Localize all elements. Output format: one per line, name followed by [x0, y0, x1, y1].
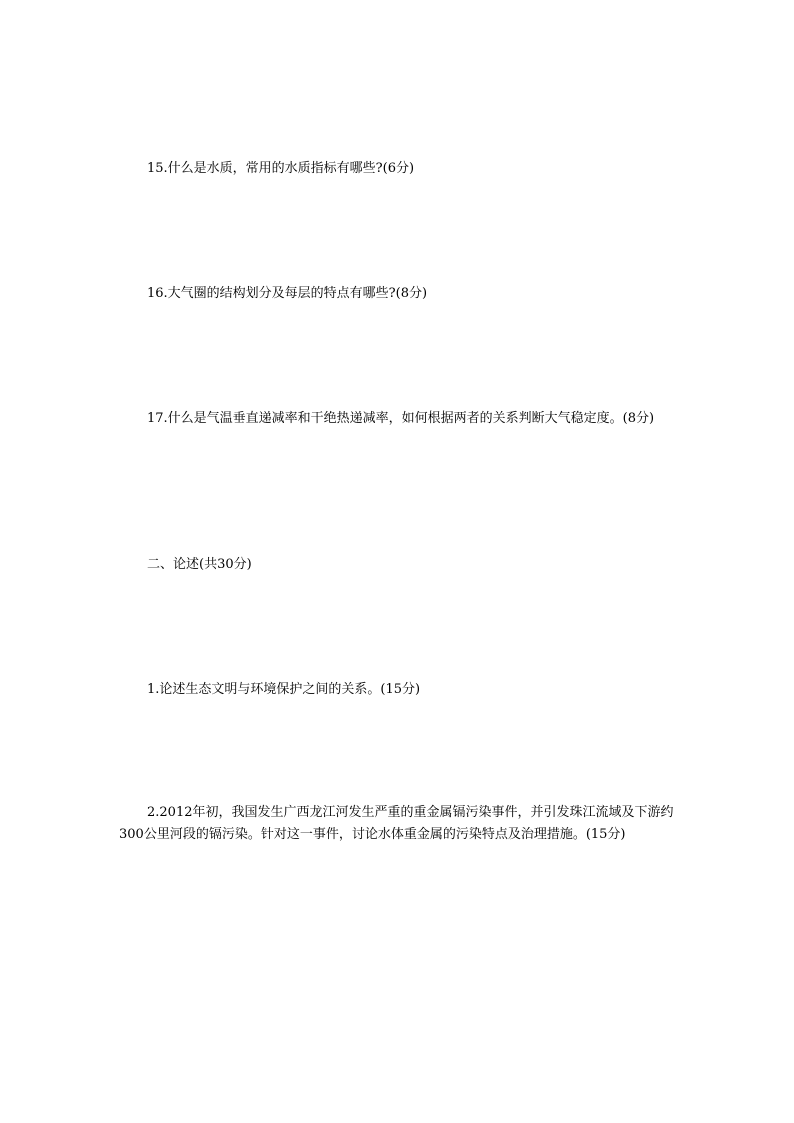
question-16: 16.大气圈的结构划分及每层的特点有哪些?(8分)	[147, 286, 428, 301]
essay-question-1: 1.论述生态文明与环境保护之间的关系。(15分)	[147, 682, 421, 697]
essay-question-2: 2.2012年初，我国发生广西龙江河发生严重的重金属镉污染事件，并引发珠江流域及下游约300公里河段的镉污染。针对这一事件，讨论水体重金属的污染特点及治理措施。(15分)	[119, 805, 674, 842]
section-heading-essay: 二、论述(共30分)	[147, 557, 252, 572]
question-17: 17.什么是气温垂直递减率和干绝热递减率，如何根据两者的关系判断大气稳定度。(8分)	[147, 411, 655, 426]
question-15: 15.什么是水质，常用的水质指标有哪些?(6分)	[147, 161, 415, 176]
